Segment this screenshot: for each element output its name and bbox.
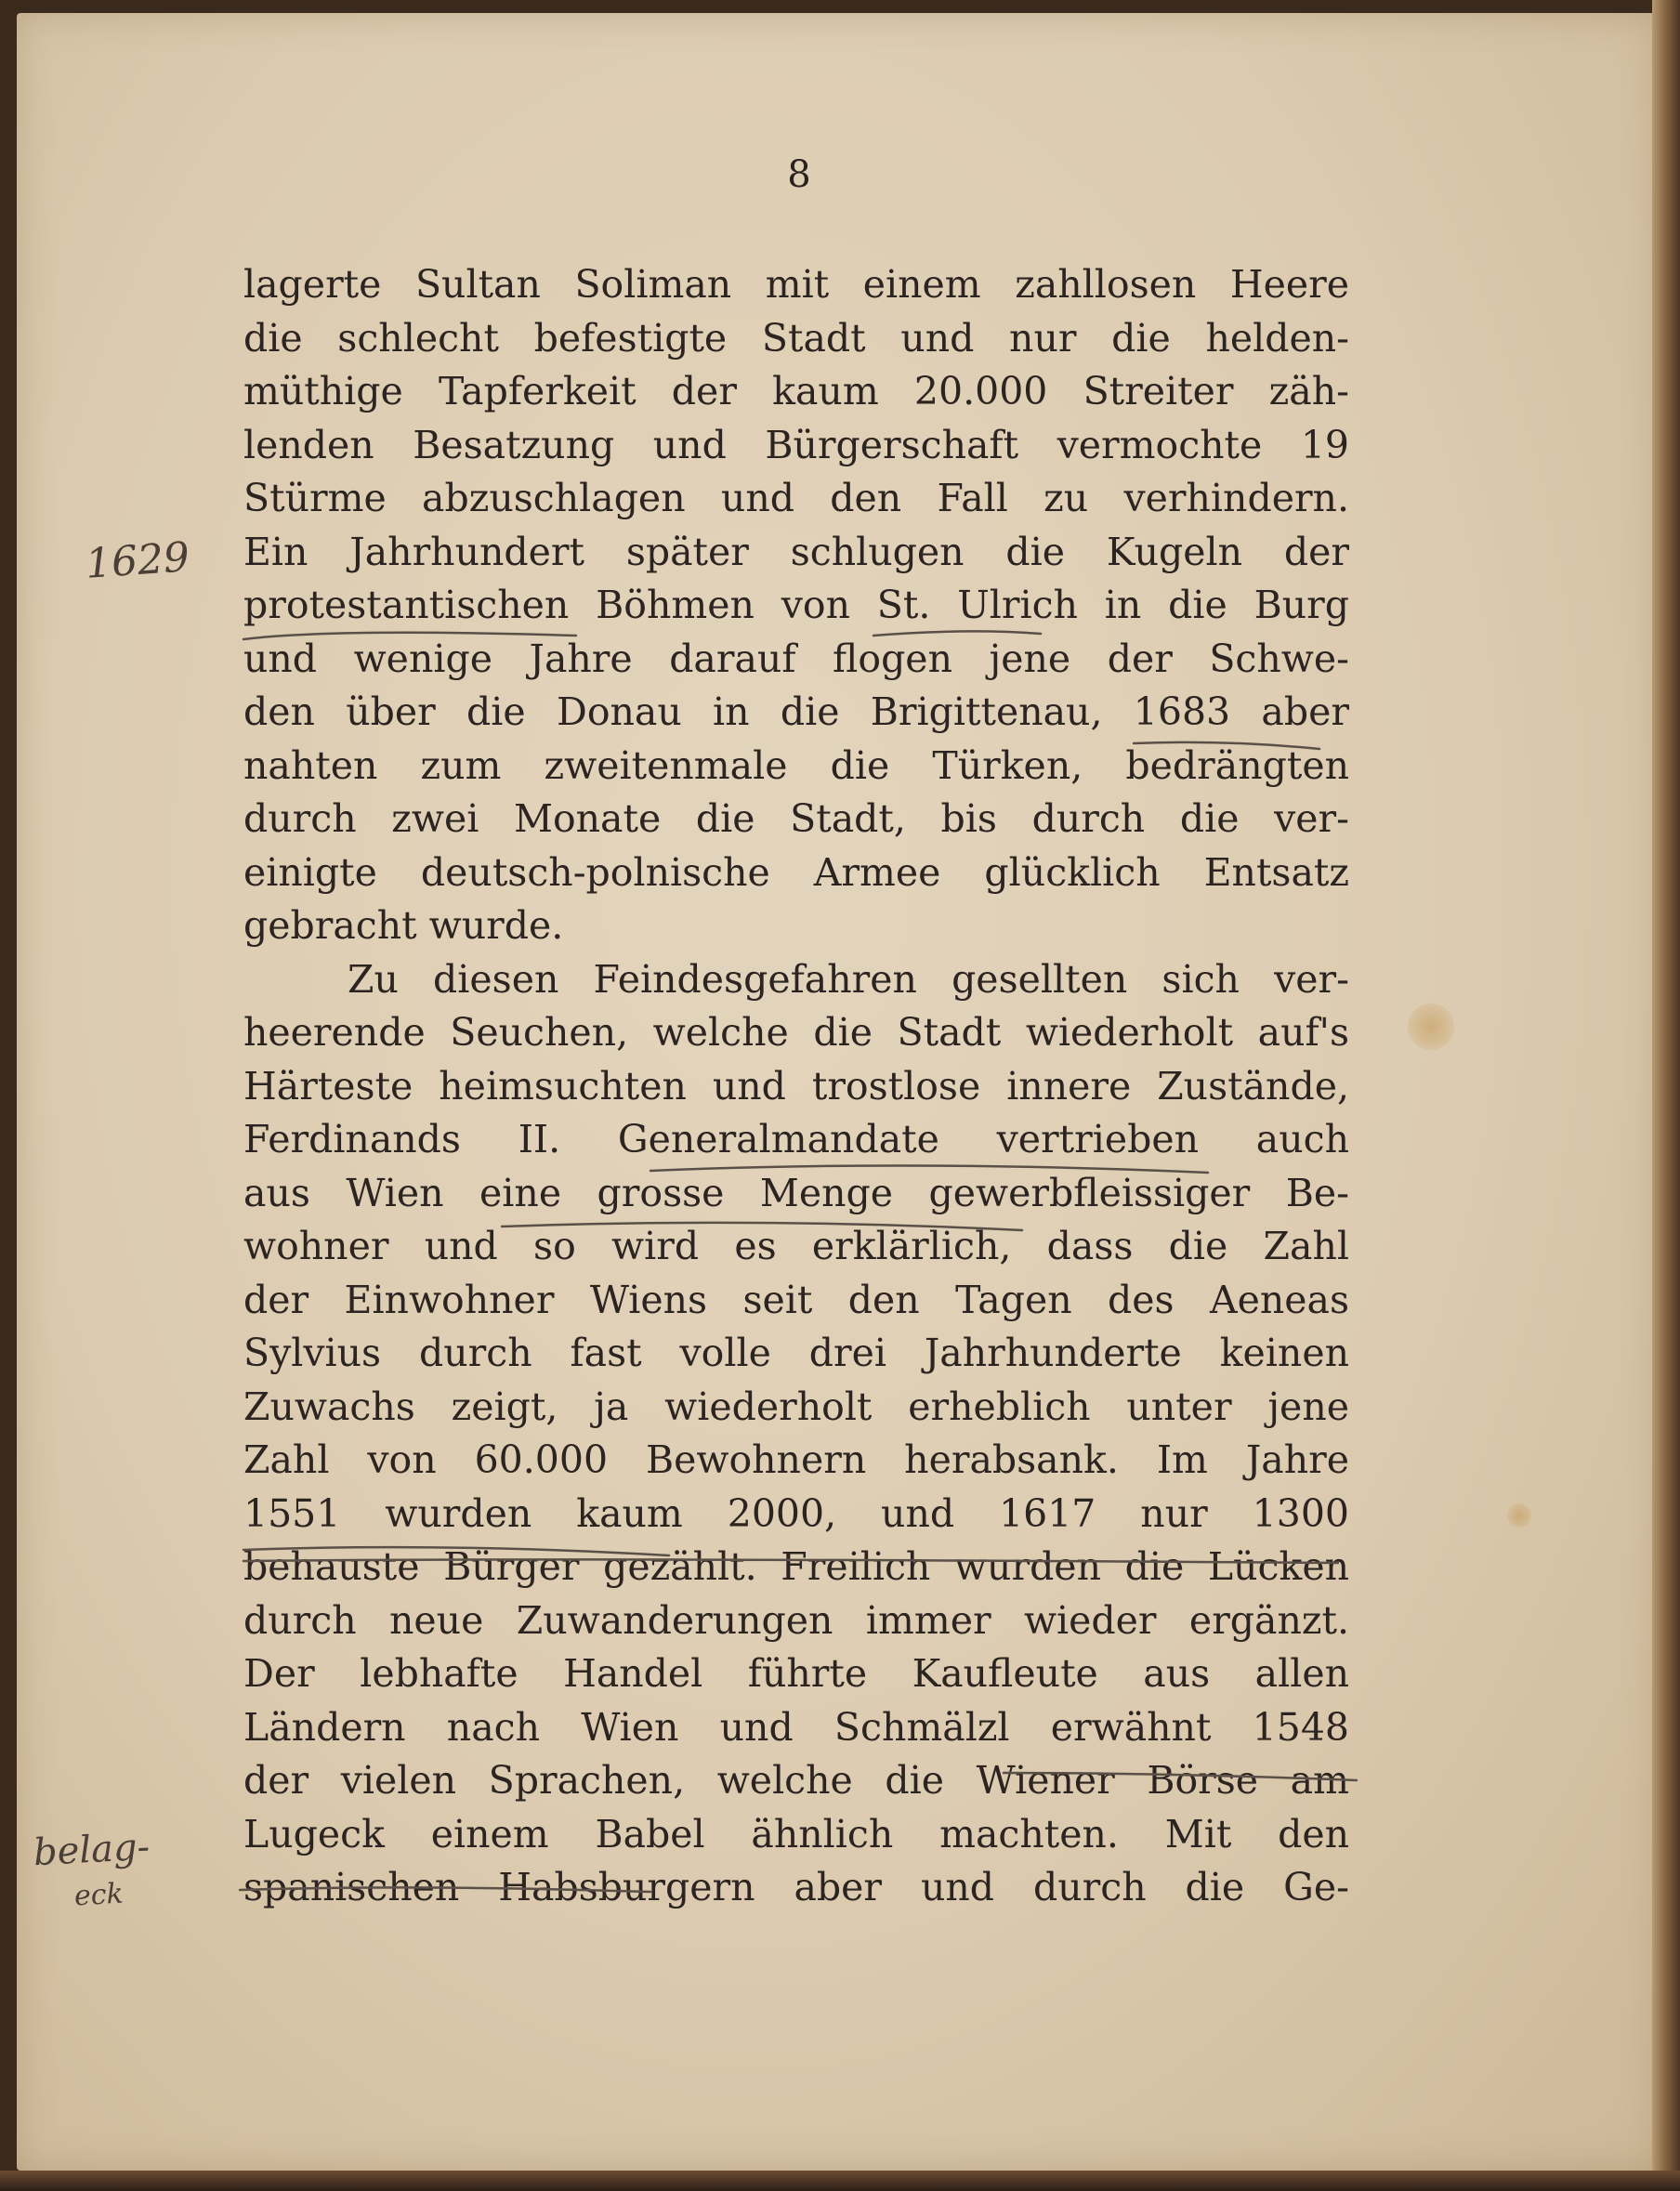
text-line: müthige Tapferkeit der kaum 20.000 Streiter zäh-: [243, 369, 1349, 413]
handwritten-margin-note: belag-: [32, 1825, 151, 1875]
text-line: spanischen Habsburgern aber und durch die Ge-: [243, 1865, 1349, 1909]
handwritten-margin-note: 1629: [84, 533, 191, 588]
text-line: lagerte Sultan Soliman mit einem zahllosen Heere: [243, 262, 1349, 307]
text-line: Der lebhafte Handel führte Kaufleute aus allen: [243, 1651, 1349, 1696]
text-line: die schlecht befestigte Stadt und nur die helden-: [243, 315, 1349, 361]
text-line: und wenige Jahre darauf flogen jene der Schwe-: [243, 636, 1349, 681]
foxing-stain: [1408, 1004, 1454, 1050]
text-line: lenden Besatzung und Bürgerschaft vermochte 19: [243, 422, 1349, 467]
text-line: den über die Donau in die Brigittenau, 1683 aber: [243, 689, 1349, 734]
book-edge-bottom: [0, 2171, 1680, 2191]
text-line: Ein Jahrhundert später schlugen die Kugeln der: [243, 529, 1349, 574]
text-line: Ländern nach Wien und Schmälzl erwähnt 1548: [243, 1704, 1349, 1750]
text-line: Sylvius durch fast volle drei Jahrhunderte keinen: [243, 1331, 1349, 1375]
text-line: aus Wien eine grosse Menge gewerbfleissiger Be-: [243, 1170, 1349, 1215]
body-text: [243, 258, 1349, 1915]
text-line: wohner und so wird es erklärlich, dass die Zahl: [243, 1224, 1349, 1268]
text-line: Härteste heimsuchten und trostlose innere Zustände,: [243, 1063, 1349, 1109]
text-line: durch zwei Monate die Stadt, bis durch die ver-: [243, 796, 1349, 841]
text-line: Zu diesen Feindesgefahren gesellten sich ver-: [348, 956, 1349, 1002]
text-line: der vielen Sprachen, welche die Wiener Börse am: [243, 1758, 1349, 1803]
handwritten-margin-note: eck: [73, 1877, 125, 1913]
text-line: 1551 wurden kaum 2000, und 1617 nur 1300: [243, 1490, 1349, 1536]
text-line: gebracht wurde.: [243, 903, 564, 948]
text-line: der Einwohner Wiens seit den Tagen des Aeneas: [243, 1277, 1349, 1322]
foxing-stain: [1507, 1503, 1531, 1528]
page-number: 8: [787, 153, 811, 196]
text-line: Ferdinands II. Generalmandate vertrieben auch: [243, 1117, 1349, 1161]
text-line: Zahl von 60.000 Bewohnern herabsank. Im Jahre: [243, 1437, 1349, 1482]
book-edge-right: [1652, 0, 1680, 2191]
text-line: protestantischen Böhmen von St. Ulrich in die Burg: [243, 583, 1349, 627]
text-line: heerende Seuchen, welche die Stadt wiederholt auf's: [243, 1010, 1349, 1055]
text-line: Lugeck einem Babel ähnlich machten. Mit den: [243, 1811, 1349, 1856]
text-line: behauste Bürger gezählt. Freilich wurden die Lücken: [243, 1544, 1349, 1589]
text-line: einigte deutsch-polnische Armee glücklich Entsatz: [243, 849, 1349, 895]
text-line: durch neue Zuwanderungen immer wieder ergänzt.: [243, 1597, 1349, 1643]
text-line: Zuwachs zeigt, ja wiederholt erheblich unter jene: [243, 1384, 1349, 1429]
text-line: nahten zum zweitenmale die Türken, bedrängten: [243, 742, 1349, 788]
text-line: Stürme abzuschlagen und den Fall zu verhindern.: [243, 476, 1349, 520]
